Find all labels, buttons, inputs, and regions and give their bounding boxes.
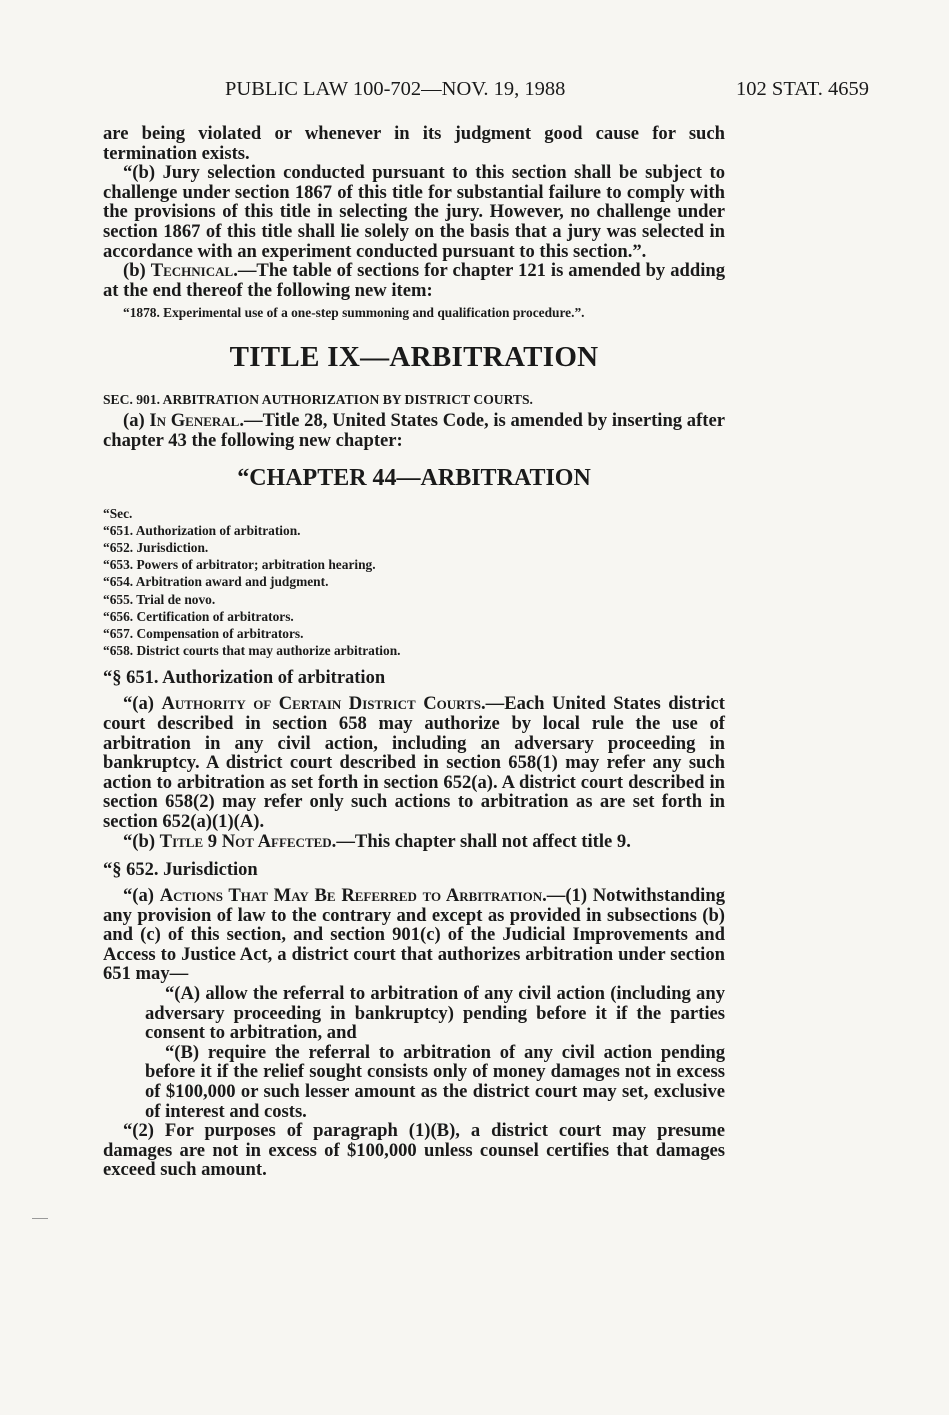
stat-reference: 102 STAT. 4659 <box>736 78 869 100</box>
section-652-heading: “§ 652. Jurisdiction <box>103 860 258 881</box>
toc-item: “658. District courts that may authorize arbitration. <box>103 643 401 659</box>
paragraph-heading: Technical <box>150 260 234 282</box>
table-of-sections <box>103 505 725 660</box>
paragraph-text: .—This chapter shall not affect title 9. <box>331 830 631 852</box>
paragraph-text: .—The table of sections for chapter 121 is amended by adding at the end thereof the following new item: <box>103 260 725 301</box>
body-text <box>103 124 725 1180</box>
paragraph-lead: “(a) <box>123 885 160 907</box>
paragraph-heading: Title 9 Not Affected <box>159 830 332 852</box>
section-901-a <box>103 411 725 450</box>
section-652-a <box>103 886 725 984</box>
section-901-heading: SEC. 901. ARBITRATION AUTHORIZATION BY DISTRICT COURTS. <box>103 392 533 408</box>
paragraph-lead: “(b) <box>123 830 160 852</box>
running-header <box>103 78 869 106</box>
paragraph-heading: Authority of Certain District Courts <box>161 693 481 715</box>
toc-item: “654. Arbitration award and judgment. <box>103 574 329 590</box>
toc-sec-label: “Sec. <box>103 505 133 521</box>
paragraph-continued: are being violated or whenever in its judgment good cause for such termination exists. <box>103 123 725 164</box>
paragraph-lead: “(a) <box>123 693 162 715</box>
section-652-a-1-B: “(B) require the referral to arbitration of any civil action pending before it if the relief sought consists only of money damages not in excess of $100,000 or such lesser amount as the district court may set, exclusive of interest and costs. <box>145 1041 725 1122</box>
toc-item: “653. Powers of arbitrator; arbitration hearing. <box>103 557 376 573</box>
section-651-a <box>103 694 725 831</box>
paragraph-text: .—Each United States district court described in section 658 may authorize by local rule the use of arbitration in any civil action, including an adversary proceeding in bankruptcy. A district court described in section 658(1) may refer any such action to arbitration as set forth in section 652(a). A district court described in section 658(2) may refer only such actions to arbitration as are set forth in section 652(a)(1)(A). <box>103 693 725 832</box>
paragraph-heading: In General <box>149 410 240 432</box>
section-652-a-2: “(2) For purposes of paragraph (1)(B), a district court may presume damages are not in excess of $100,000 unless counsel certifies that damages exceed such amount. <box>103 1120 725 1181</box>
running-head-title: PUBLIC LAW 100-702—NOV. 19, 1988 <box>225 78 566 100</box>
section-652-a-1-A: “(A) allow the referral to arbitration of any civil action (including any adversary proceeding in bankruptcy) pending before it if the parties consent to arbitration, and <box>145 983 725 1044</box>
toc-item: “655. Trial de novo. <box>103 591 216 607</box>
section-651-heading: “§ 651. Authorization of arbitration <box>103 668 386 689</box>
toc-item: “657. Compensation of arbitrators. <box>103 625 304 641</box>
paragraph-b-jury-selection: “(b) Jury selection conducted pursuant to this section shall be subject to challenge under section 1867 of this title for substantial failure to comply with the provisions of this title in selecting the jury. However, no challenge under section 1867 of this title shall lie solely on the basis that a jury was selected in accordance with an experiment conducted pursuant to this section.”. <box>103 162 725 262</box>
table-item-1878: “1878. Experimental use of a one-step summoning and qualification procedure.”. <box>123 305 585 321</box>
paragraph-lead: (b) <box>123 260 151 282</box>
paragraph-text: .—Title 28, United States Code, is amended by inserting after chapter 43 the following new chapter: <box>103 410 725 451</box>
title-heading: TITLE IX—ARBITRATION <box>229 341 599 374</box>
toc-item: “652. Jurisdiction. <box>103 539 209 555</box>
paragraph-text: .—(1) Notwithstanding any provision of law to the contrary and except as provided in subsections (b) and (c) of this section, and section 901(c) of the Judicial Improvements and Access to Justice Act, a district court that authorizes arbitration under section 651 may— <box>103 885 725 985</box>
paragraph-heading: Actions That May Be Referred to Arbitration <box>159 885 543 907</box>
paragraph-lead: (a) <box>123 410 150 432</box>
toc-item: “656. Certification of arbitrators. <box>103 608 294 624</box>
section-651-b <box>103 832 725 852</box>
toc-item: “651. Authorization of arbitration. <box>103 522 301 538</box>
paragraph-b-technical <box>103 261 725 300</box>
margin-mark <box>32 1218 48 1219</box>
chapter-heading: “CHAPTER 44—ARBITRATION <box>237 464 591 491</box>
